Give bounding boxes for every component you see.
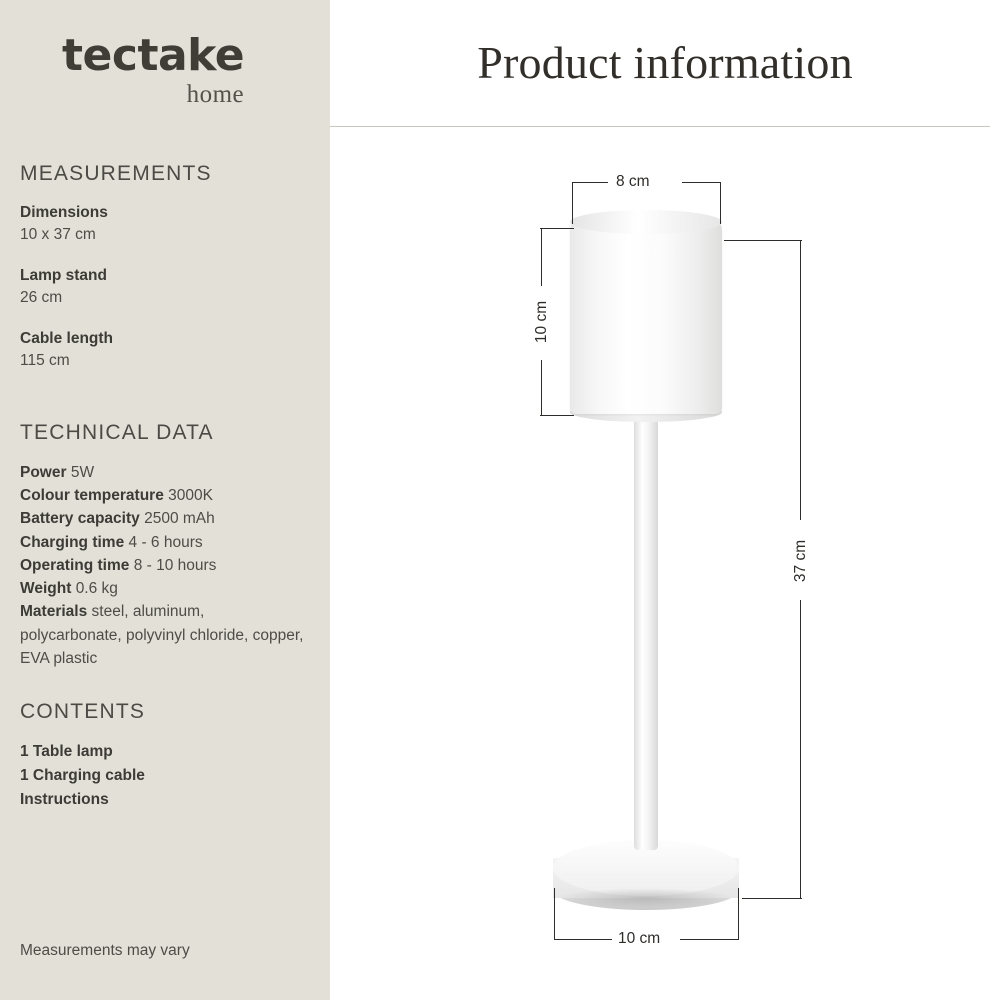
spec-label: Dimensions xyxy=(20,204,108,221)
dim-label-total-height: 37 cm xyxy=(792,539,809,583)
dim-line-shade-upper xyxy=(541,228,542,286)
tech-value: 3000K xyxy=(168,487,213,505)
list-item: Instructions xyxy=(20,791,109,809)
list-item: 1 Charging cable xyxy=(20,767,145,785)
dim-ext-total-top xyxy=(724,240,802,241)
spec-value: 26 cm xyxy=(20,289,63,307)
tech-row-operating-time xyxy=(20,554,310,577)
technical-list xyxy=(20,461,310,670)
tech-value: 5W xyxy=(70,463,95,481)
tech-label: Weight xyxy=(20,580,72,598)
tech-value: 4 - 6 hours xyxy=(128,533,203,551)
contents-list xyxy=(20,740,310,812)
dim-line-total-lower xyxy=(800,600,801,898)
tech-label: Operating time xyxy=(20,556,130,574)
dim-line-base-left xyxy=(554,939,612,940)
dim-tick-top-right xyxy=(720,182,721,224)
spec-label: Cable length xyxy=(20,329,114,347)
spec-label: Lamp stand xyxy=(20,266,107,284)
tech-value: steel, aluminum, polycarbonate, polyvinyl chloride, copper, EVA plastic xyxy=(20,603,304,667)
page-title: Product information xyxy=(477,37,853,88)
contents-section-title: CONTENTS xyxy=(20,700,146,724)
tech-row-colour-temperature xyxy=(20,484,310,507)
tech-label: Power xyxy=(20,463,67,481)
spec-value: 115 cm xyxy=(20,352,70,370)
spec-cable-length xyxy=(20,328,310,373)
tech-row-charging-time xyxy=(20,531,310,554)
list-item: 1 Table lamp xyxy=(20,743,113,761)
spec-dimensions xyxy=(20,202,310,247)
footnote: Measurements may vary xyxy=(20,942,190,959)
tech-label: Battery capacity xyxy=(20,510,140,528)
tech-label: Materials xyxy=(20,603,88,621)
main-content xyxy=(330,0,1000,1000)
dim-label-base-width: 10 cm xyxy=(618,930,661,947)
dim-ext-shade-bottom xyxy=(540,415,574,416)
technical-section-title: TECHNICAL DATA xyxy=(20,420,214,444)
dim-tick-base-right xyxy=(738,888,739,940)
dim-tick-top-left xyxy=(572,182,573,224)
tech-value: 0.6 kg xyxy=(75,580,118,598)
brand-sub: home xyxy=(186,81,245,108)
tech-label: Colour temperature xyxy=(20,487,164,505)
spec-value: 10 x 37 cm xyxy=(20,226,96,244)
lamp-base-shadow xyxy=(557,888,735,908)
dim-line-shade-lower xyxy=(541,360,542,415)
dim-line-top-left xyxy=(572,182,608,183)
lamp-shade xyxy=(570,218,722,414)
dim-ext-shade-top xyxy=(540,228,574,229)
lamp-shade-top xyxy=(570,210,722,234)
dim-line-top-right xyxy=(682,182,721,183)
brand-block xyxy=(0,0,330,142)
tech-value: 8 - 10 hours xyxy=(133,556,217,574)
product-diagram xyxy=(330,140,1000,1000)
dim-line-total-upper xyxy=(800,240,801,520)
brand-name: tectake xyxy=(62,30,245,81)
tech-value: 2500 mAh xyxy=(144,510,215,528)
measurements-section-title: MEASUREMENTS xyxy=(20,162,212,185)
spec-lamp-stand xyxy=(20,265,310,310)
tech-row-materials xyxy=(20,600,310,670)
dim-ext-total-bottom xyxy=(742,898,802,899)
tech-row-power xyxy=(20,461,310,484)
tech-row-battery-capacity xyxy=(20,507,310,530)
sidebar-content xyxy=(20,162,310,812)
sidebar xyxy=(0,0,330,1000)
tech-label: Charging time xyxy=(20,533,125,551)
lamp-stem xyxy=(634,410,658,850)
tech-row-weight xyxy=(20,577,310,600)
dim-label-top-width: 8 cm xyxy=(616,173,650,190)
logo xyxy=(62,30,245,108)
sidebar-body xyxy=(0,142,330,1000)
dim-label-shade-height: 10 cm xyxy=(533,300,550,344)
dim-line-base-right xyxy=(680,939,739,940)
title-divider xyxy=(330,126,990,127)
dim-tick-base-left xyxy=(554,888,555,940)
